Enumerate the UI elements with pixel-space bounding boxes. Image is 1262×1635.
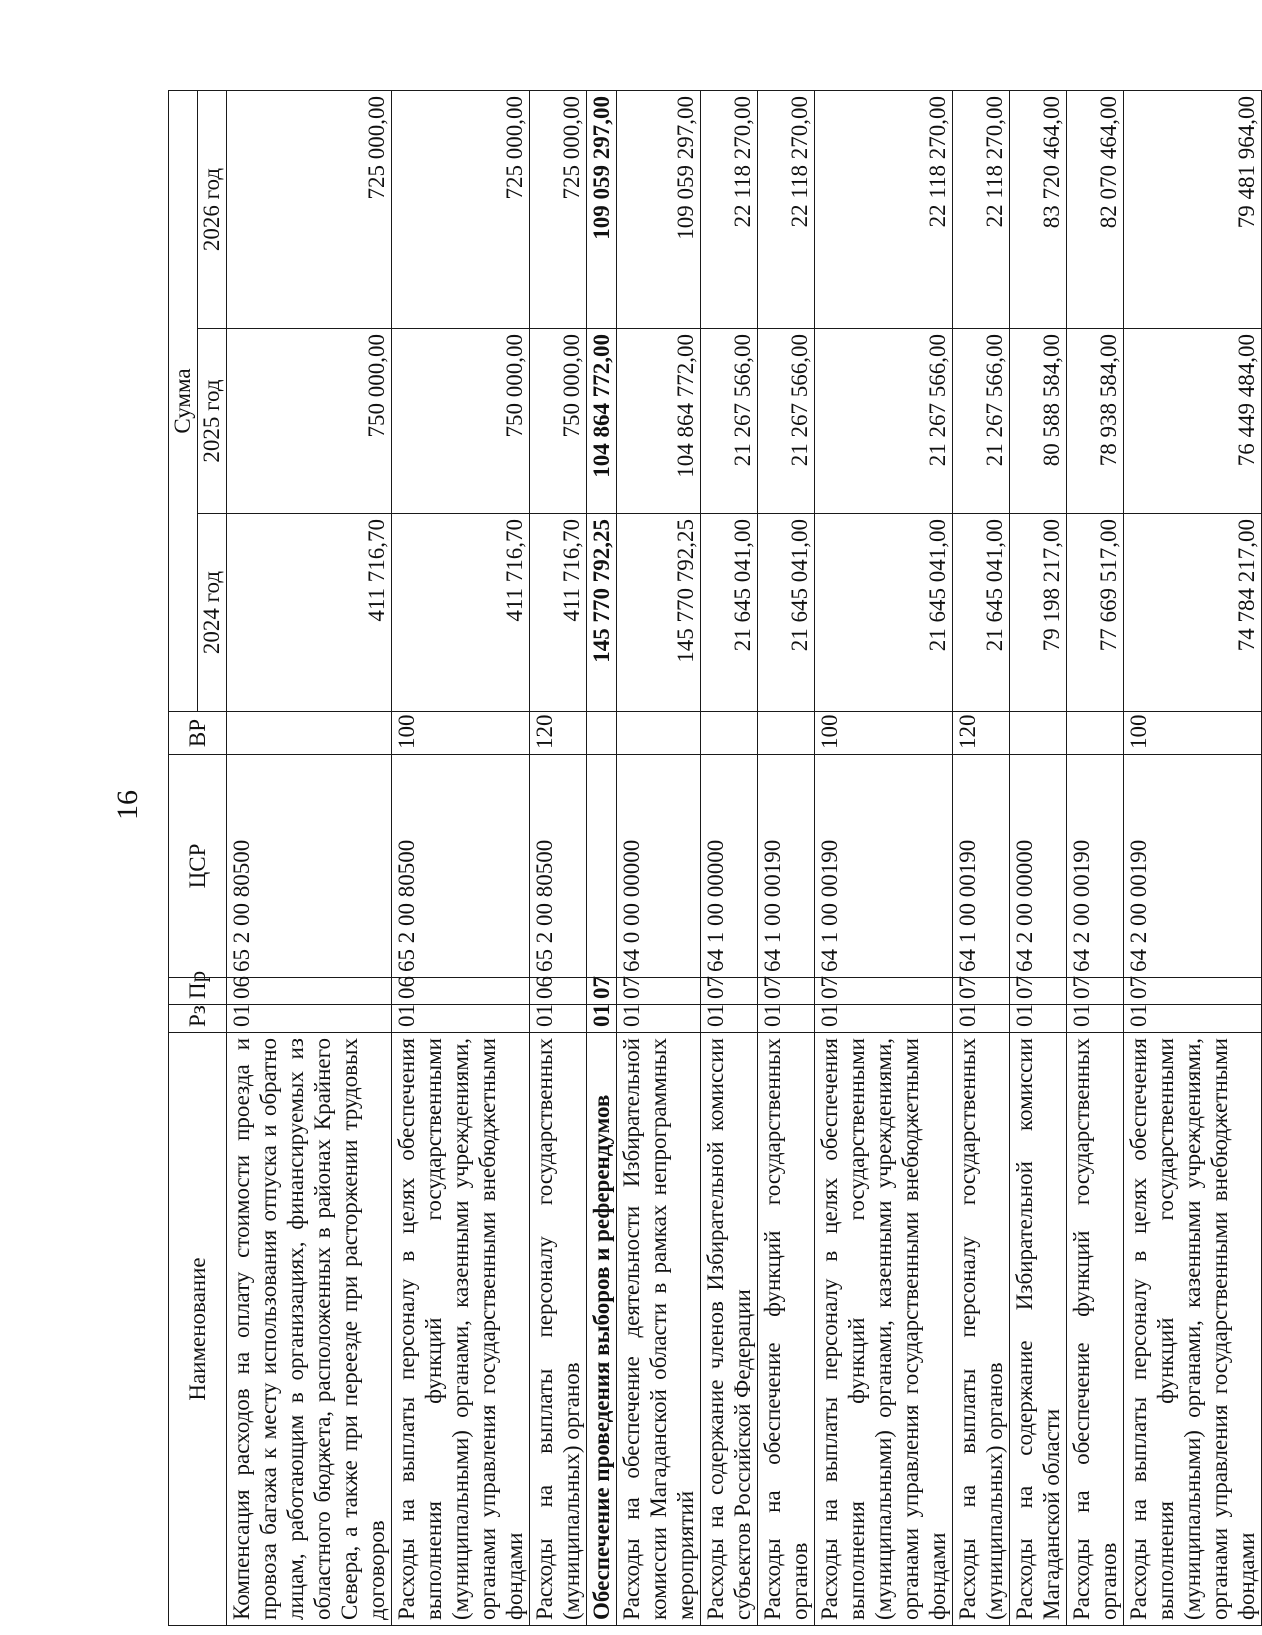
cell-2024: 21 645 041,00 [758, 514, 815, 712]
cell-2024: 77 669 517,00 [1067, 514, 1124, 712]
table-row [227, 90, 392, 1625]
cell-name: Расходы на выплаты персоналу в целях обеспечения выполнения функций государственными (муниципальными) органами, казенными учреждениями, органами управления государственными внебюджетными фондами [392, 1033, 530, 1626]
budget-table-container [168, 91, 1259, 1626]
cell-pr: 07 [701, 978, 758, 1005]
cell-2026: 725 000,00 [227, 90, 392, 328]
cell-2025: 21 267 566,00 [701, 329, 758, 514]
table-row [1010, 90, 1067, 1625]
cell-csr: 65 2 00 80500 [530, 755, 587, 978]
cell-pr: 06 [227, 978, 392, 1005]
cell-2024: 21 645 041,00 [701, 514, 758, 712]
cell-pr: 07 [617, 978, 701, 1005]
cell-2025: 750 000,00 [392, 329, 530, 514]
cell-2025: 80 588 584,00 [1010, 329, 1067, 514]
budget-table [168, 90, 1262, 1626]
table-row [617, 90, 701, 1625]
cell-name: Расходы на выплаты персоналу в целях обеспечения выполнения функций государственными (муниципальными) органами, казенными учреждениями, органами управления государственными внебюджетными фондами [815, 1033, 953, 1626]
cell-pr: 06 [530, 978, 587, 1005]
cell-2025: 21 267 566,00 [953, 329, 1010, 514]
cell-2025: 104 864 772,00 [617, 329, 701, 514]
cell-2025: 21 267 566,00 [758, 329, 815, 514]
cell-2024: 411 716,70 [530, 514, 587, 712]
cell-rz: 01 [587, 1005, 617, 1033]
cell-name: Расходы на выплаты персоналу государственных (муниципальных) органов [530, 1033, 587, 1626]
cell-pr: 07 [1067, 978, 1124, 1005]
cell-vr [758, 712, 815, 755]
budget-table-body [227, 90, 1262, 1625]
cell-2026: 82 070 464,00 [1067, 90, 1124, 328]
cell-csr: 64 0 00 00000 [617, 755, 701, 978]
cell-pr: 06 [392, 978, 530, 1005]
cell-vr [587, 712, 617, 755]
header-pr: Пр [169, 978, 227, 1005]
cell-2026: 725 000,00 [530, 90, 587, 328]
cell-2026: 79 481 964,00 [1124, 90, 1262, 328]
cell-2024: 21 645 041,00 [953, 514, 1010, 712]
header-row-top [169, 90, 198, 1625]
cell-vr: 120 [530, 712, 587, 755]
cell-vr [1010, 712, 1067, 755]
cell-2024: 411 716,70 [227, 514, 392, 712]
header-csr: ЦСР [169, 755, 227, 978]
cell-2025: 750 000,00 [530, 329, 587, 514]
cell-2026: 22 118 270,00 [701, 90, 758, 328]
header-sum: Сумма [169, 90, 198, 711]
cell-csr: 65 2 00 80500 [392, 755, 530, 978]
header-year-2025: 2025 год [198, 329, 227, 514]
cell-rz: 01 [1124, 1005, 1262, 1033]
table-row [1124, 90, 1262, 1625]
cell-rz: 01 [227, 1005, 392, 1033]
cell-2026: 22 118 270,00 [953, 90, 1010, 328]
cell-2024: 145 770 792,25 [587, 514, 617, 712]
header-year-2024: 2024 год [198, 514, 227, 712]
cell-pr: 07 [758, 978, 815, 1005]
cell-name: Обеспечение проведения выборов и референдумов [587, 1033, 617, 1626]
cell-csr: 64 2 00 00190 [1124, 755, 1262, 978]
table-row [1067, 90, 1124, 1625]
cell-rz: 01 [1010, 1005, 1067, 1033]
cell-name: Расходы на обеспечение функций государственных органов [1067, 1033, 1124, 1626]
header-year-2026: 2026 год [198, 90, 227, 328]
page-number: 16 [111, 790, 144, 820]
cell-2026: 109 059 297,00 [587, 90, 617, 328]
cell-vr: 100 [1124, 712, 1262, 755]
cell-csr [587, 755, 617, 978]
header-rz: Рз [169, 1005, 227, 1033]
cell-name: Расходы на содержание членов Избирательной комиссии субъектов Российской Федерации [701, 1033, 758, 1626]
cell-rz: 01 [701, 1005, 758, 1033]
cell-2024: 145 770 792,25 [617, 514, 701, 712]
cell-rz: 01 [953, 1005, 1010, 1033]
cell-pr: 07 [587, 978, 617, 1005]
cell-2025: 21 267 566,00 [815, 329, 953, 514]
cell-vr [227, 712, 392, 755]
cell-vr [701, 712, 758, 755]
table-row [758, 90, 815, 1625]
cell-name: Расходы на обеспечение функций государственных органов [758, 1033, 815, 1626]
cell-rz: 01 [617, 1005, 701, 1033]
cell-vr [1067, 712, 1124, 755]
table-row [815, 90, 953, 1625]
cell-name: Расходы на обеспечение деятельности Избирательной комиссии Магаданской области в рамках непрограммных мероприятий [617, 1033, 701, 1626]
rotated-page-content [168, 91, 1259, 1626]
cell-rz: 01 [530, 1005, 587, 1033]
cell-name: Расходы на выплаты персоналу государственных (муниципальных) органов [953, 1033, 1010, 1626]
cell-2025: 750 000,00 [227, 329, 392, 514]
table-row [530, 90, 587, 1625]
cell-2024: 21 645 041,00 [815, 514, 953, 712]
cell-2024: 79 198 217,00 [1010, 514, 1067, 712]
header-name: Наименование [169, 1033, 227, 1626]
cell-vr: 120 [953, 712, 1010, 755]
cell-name: Расходы на содержание Избирательной комиссии Магаданской области [1010, 1033, 1067, 1626]
cell-rz: 01 [758, 1005, 815, 1033]
cell-pr: 07 [1124, 978, 1262, 1005]
cell-pr: 07 [1010, 978, 1067, 1005]
cell-csr: 64 2 00 00000 [1010, 755, 1067, 978]
cell-2026: 83 720 464,00 [1010, 90, 1067, 328]
cell-vr: 100 [815, 712, 953, 755]
cell-2024: 74 784 217,00 [1124, 514, 1262, 712]
cell-2025: 78 938 584,00 [1067, 329, 1124, 514]
table-row [392, 90, 530, 1625]
cell-csr: 64 1 00 00190 [758, 755, 815, 978]
cell-pr: 07 [815, 978, 953, 1005]
cell-csr: 65 2 00 80500 [227, 755, 392, 978]
cell-csr: 64 1 00 00000 [701, 755, 758, 978]
table-row [701, 90, 758, 1625]
header-vr: ВР [169, 712, 227, 755]
cell-2026: 22 118 270,00 [758, 90, 815, 328]
cell-rz: 01 [815, 1005, 953, 1033]
cell-vr [617, 712, 701, 755]
cell-csr: 64 2 00 00190 [1067, 755, 1124, 978]
table-row [953, 90, 1010, 1625]
cell-vr: 100 [392, 712, 530, 755]
cell-2025: 104 864 772,00 [587, 329, 617, 514]
cell-2026: 725 000,00 [392, 90, 530, 328]
table-row-section-total [587, 90, 617, 1625]
cell-2024: 411 716,70 [392, 514, 530, 712]
cell-csr: 64 1 00 00190 [953, 755, 1010, 978]
cell-name: Расходы на выплаты персоналу в целях обеспечения выполнения функций государственными (муниципальными) органами, казенными учреждениями, органами управления государственными внебюджетными фондами [1124, 1033, 1262, 1626]
cell-2026: 22 118 270,00 [815, 90, 953, 328]
cell-rz: 01 [392, 1005, 530, 1033]
cell-pr: 07 [953, 978, 1010, 1005]
cell-csr: 64 1 00 00190 [815, 755, 953, 978]
cell-name: Компенсация расходов на оплату стоимости проезда и провоза багажа к месту использования отпуска и обратно лицам, работающим в организациях, финансируемых из областного бюджета, расположенных в районах Крайнего Севера, а также при переезде при расторжении трудовых договоров [227, 1033, 392, 1626]
cell-2025: 76 449 484,00 [1124, 329, 1262, 514]
cell-2026: 109 059 297,00 [617, 90, 701, 328]
cell-rz: 01 [1067, 1005, 1124, 1033]
